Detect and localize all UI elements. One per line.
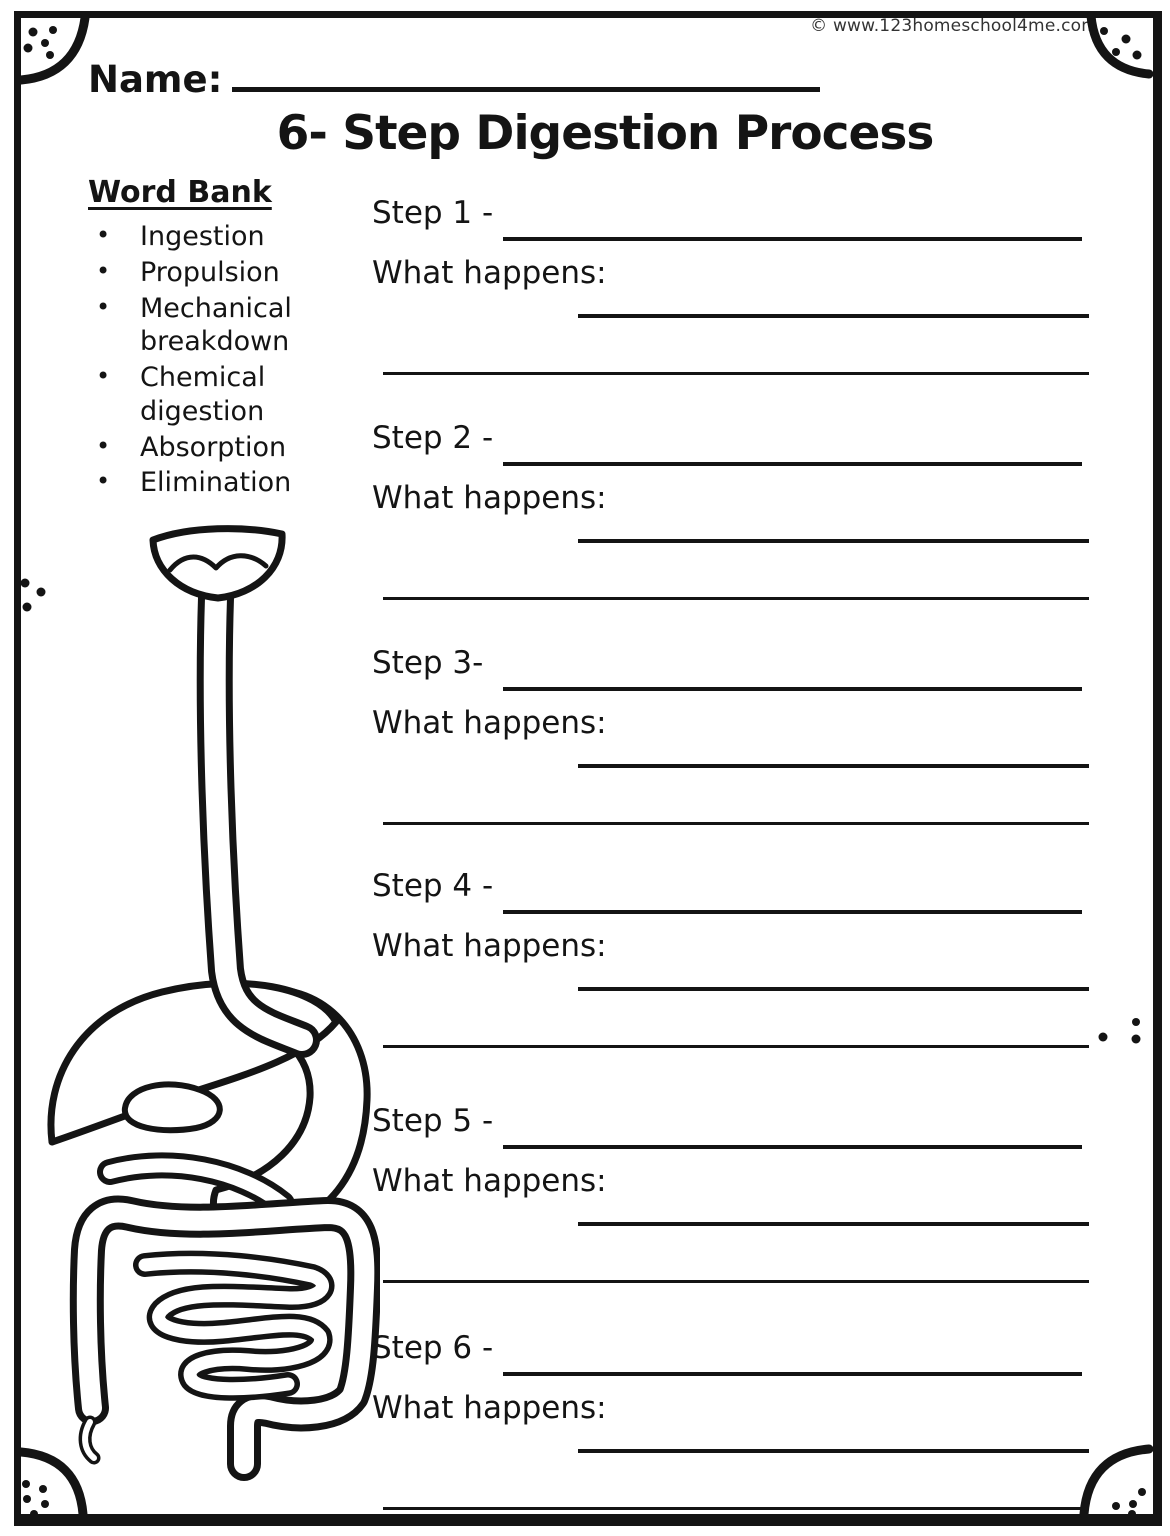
corner-arc-top-left [21,18,85,80]
bullet-icon: • [96,467,111,496]
what-happens-answer-line-1[interactable] [578,764,1089,768]
bullet-icon: • [96,362,111,390]
step-label: Step 1 - [372,195,494,231]
step-block [0,1103,1170,1303]
step-label: Step 6 - [372,1330,494,1366]
step-block [0,1330,1170,1530]
word-bank-item-label: Propulsion [140,256,280,288]
step-answer-line[interactable] [503,687,1082,691]
step-label: Step 3- [372,645,484,681]
step-label: Step 2 - [372,420,494,456]
word-bank-item-label: Ingestion [140,221,265,252]
name-input-line[interactable] [232,55,820,92]
step-answer-line[interactable] [503,910,1082,914]
word-bank-item-label: Mechanical breakdown [140,292,292,358]
bullet-icon: • [96,221,111,249]
word-bank-item-label: Absorption [140,431,287,463]
what-happens-answer-line-1[interactable] [578,539,1089,543]
step-label: Step 5 - [372,1103,494,1139]
what-happens-answer-line-2[interactable] [383,1507,1089,1510]
what-happens-answer-line-2[interactable] [383,372,1089,375]
step-answer-line[interactable] [503,1145,1082,1149]
word-bank-item-label: Chemical digestion [140,362,266,427]
what-happens-label: What happens: [372,1163,607,1199]
word-bank-item-label: Elimination [140,467,292,499]
what-happens-answer-line-1[interactable] [578,314,1089,318]
what-happens-label: What happens: [372,705,607,741]
what-happens-answer-line-2[interactable] [383,822,1089,825]
copyright-text: © www.123homeschool4me.com [810,16,1098,36]
what-happens-answer-line-1[interactable] [578,987,1089,991]
what-happens-label: What happens: [372,480,607,516]
step-label: Step 4 - [372,868,494,904]
step-answer-line[interactable] [503,237,1082,241]
what-happens-label: What happens: [372,1390,607,1426]
step-answer-line[interactable] [503,462,1082,466]
corner-arc-top-right [1091,16,1149,74]
step-block [0,645,1170,845]
what-happens-answer-line-1[interactable] [578,1449,1089,1453]
bullet-icon: • [96,292,111,321]
what-happens-answer-line-1[interactable] [578,1222,1089,1226]
step-block [0,195,1170,395]
word-bank-heading: Word Bank [88,175,272,210]
what-happens-answer-line-2[interactable] [383,597,1089,600]
what-happens-label: What happens: [372,255,607,291]
what-happens-answer-line-2[interactable] [383,1280,1089,1283]
what-happens-answer-line-2[interactable] [383,1045,1089,1048]
name-row [88,55,820,101]
step-block [0,420,1170,620]
what-happens-label: What happens: [372,928,607,964]
step-answer-line[interactable] [503,1372,1082,1376]
bullet-icon: • [96,256,111,285]
step-block [0,868,1170,1068]
name-label: Name: [88,58,223,101]
bullet-icon: • [96,431,111,460]
page-title: 6- Step Digestion Process [276,106,934,161]
